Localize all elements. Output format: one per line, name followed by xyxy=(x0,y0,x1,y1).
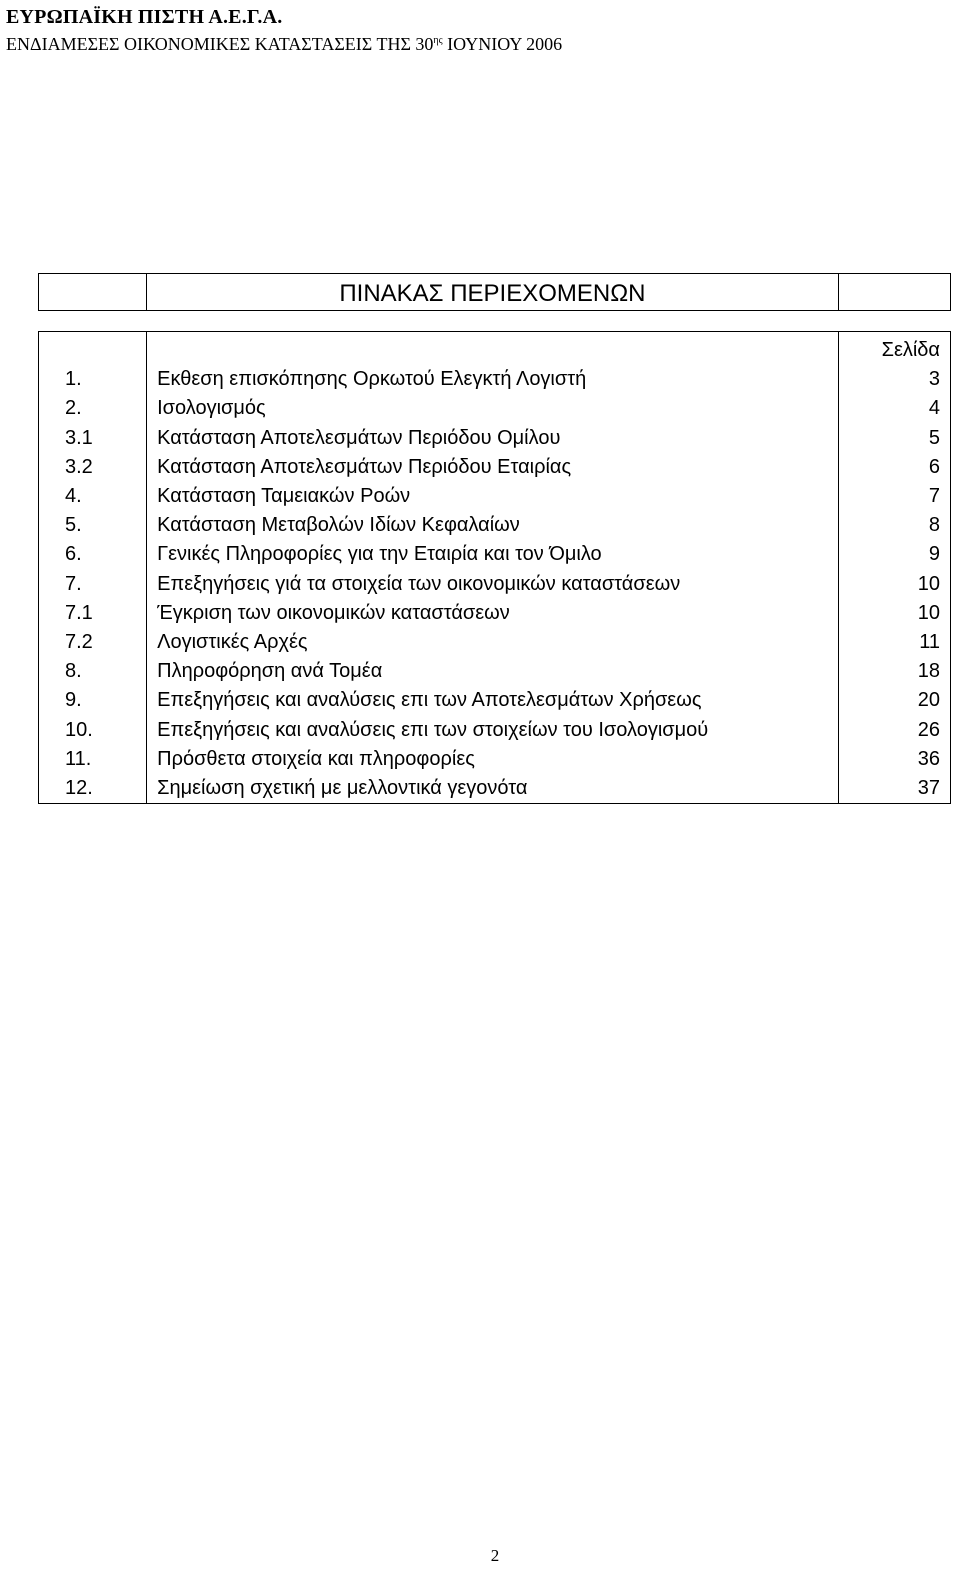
toc-entry-number: 12. xyxy=(39,774,147,804)
toc-entry-page: 10 xyxy=(838,599,950,628)
toc-entry-title: Επεξηγήσεις γιά τα στοιχεία των οικονομικών καταστάσεων xyxy=(147,570,839,599)
toc-page-header-row xyxy=(39,332,951,366)
toc-entry xyxy=(39,716,951,745)
toc-entry-number: 7.1 xyxy=(39,599,147,628)
toc-title-row xyxy=(39,274,951,311)
toc-entry-page: 6 xyxy=(838,453,950,482)
toc-entry xyxy=(39,570,951,599)
toc-entry-number: 7.2 xyxy=(39,628,147,657)
document-subtitle xyxy=(6,29,562,56)
toc-entry-number: 2. xyxy=(39,394,147,423)
toc-entry-title: Ισολογισμός xyxy=(147,394,839,423)
toc-entry xyxy=(39,365,951,394)
toc-entry-number: 4. xyxy=(39,482,147,511)
toc-header-num-cell xyxy=(39,332,147,366)
toc-entry-title: Κατάσταση Μεταβολών Ιδίων Κεφαλαίων xyxy=(147,511,839,540)
toc-page-column-header: Σελίδα xyxy=(838,332,950,366)
toc-entry xyxy=(39,599,951,628)
toc-entry-title: Λογιστικές Αρχές xyxy=(147,628,839,657)
toc-entry-number: 8. xyxy=(39,657,147,686)
toc-entry xyxy=(39,453,951,482)
toc-entry-page: 26 xyxy=(838,716,950,745)
toc-entry-number: 3.1 xyxy=(39,424,147,453)
toc-entry-number: 9. xyxy=(39,686,147,715)
toc-entry-page: 10 xyxy=(838,570,950,599)
toc-entry-title: Κατάσταση Ταμειακών Ροών xyxy=(147,482,839,511)
toc-entry-title: Πρόσθετα στοιχεία και πληροφορίες xyxy=(147,745,839,774)
toc-entry-page: 5 xyxy=(838,424,950,453)
toc-entry-page: 8 xyxy=(838,511,950,540)
toc-entry-title: Πληροφόρηση ανά Τομέα xyxy=(147,657,839,686)
toc-entry-title: Εκθεση επισκόπησης Ορκωτού Ελεγκτή Λογιστή xyxy=(147,365,839,394)
toc-title-right-cell xyxy=(838,274,950,311)
toc-title: ΠΙΝΑΚΑΣ ΠΕΡΙΕΧΟΜΕΝΩΝ xyxy=(147,274,839,311)
toc-entry xyxy=(39,424,951,453)
toc-entry-page: 4 xyxy=(838,394,950,423)
toc-entry-title: Επεξηγήσεις και αναλύσεις επι των Αποτελεσμάτων Χρήσεως xyxy=(147,686,839,715)
toc-entry xyxy=(39,686,951,715)
toc-header-text-cell xyxy=(147,332,839,366)
toc-entry-title: Κατάσταση Αποτελεσμάτων Περιόδου Ομίλου xyxy=(147,424,839,453)
toc-entry-number: 3.2 xyxy=(39,453,147,482)
toc-entry-title: Γενικές Πληροφορίες για την Εταιρία και τον Όμιλο xyxy=(147,540,839,569)
table-of-contents xyxy=(38,273,951,804)
toc-entry xyxy=(39,540,951,569)
toc-entry-page: 7 xyxy=(838,482,950,511)
subtitle-main: ΕΝΔΙΑΜΕΣΕΣ ΟΙΚΟΝΟΜΙΚΕΣ ΚΑΤΑΣΤΑΣΕΙΣ ΤΗΣ 30 xyxy=(6,34,434,54)
company-name: ΕΥΡΩΠΑΪΚΗ ΠΙΣΤΗ Α.Ε.Γ.Α. xyxy=(6,6,283,28)
toc-entry xyxy=(39,774,951,804)
toc-entry xyxy=(39,394,951,423)
page-number: 2 xyxy=(490,1546,500,1565)
toc-entry xyxy=(39,482,951,511)
toc-entry-page: 36 xyxy=(838,745,950,774)
toc-spacer-row xyxy=(39,311,951,332)
toc-entry-number: 7. xyxy=(39,570,147,599)
toc-entry-page: 3 xyxy=(838,365,950,394)
subtitle-ordinal-suffix: ης xyxy=(433,35,443,46)
toc-entry xyxy=(39,657,951,686)
toc-entry xyxy=(39,628,951,657)
toc-entry-number: 5. xyxy=(39,511,147,540)
toc-entry-number: 11. xyxy=(39,745,147,774)
toc-entry xyxy=(39,745,951,774)
document-header xyxy=(6,0,562,56)
toc-entry-page: 9 xyxy=(838,540,950,569)
toc-entry-page: 37 xyxy=(838,774,950,804)
toc-spacer xyxy=(39,311,951,332)
toc-entry-title: Έγκριση των οικονομικών καταστάσεων xyxy=(147,599,839,628)
toc-entry-title: Κατάσταση Αποτελεσμάτων Περιόδου Εταιρίας xyxy=(147,453,839,482)
toc-title-left-cell xyxy=(39,274,147,311)
toc-entry xyxy=(39,511,951,540)
toc-entry-page: 11 xyxy=(838,628,950,657)
toc-entry-page: 20 xyxy=(838,686,950,715)
toc-entry-title: Σημείωση σχετική με μελλοντικά γεγονότα xyxy=(147,774,839,804)
subtitle-date: ΙΟΥΝΙΟΥ 2006 xyxy=(442,34,563,54)
toc-entry-number: 1. xyxy=(39,365,147,394)
toc-entry-page: 18 xyxy=(838,657,950,686)
toc-entry-number: 6. xyxy=(39,540,147,569)
toc-entry-number: 10. xyxy=(39,716,147,745)
toc-entry-title: Επεξηγήσεις και αναλύσεις επι των στοιχείων του Ισολογισμού xyxy=(147,716,839,745)
